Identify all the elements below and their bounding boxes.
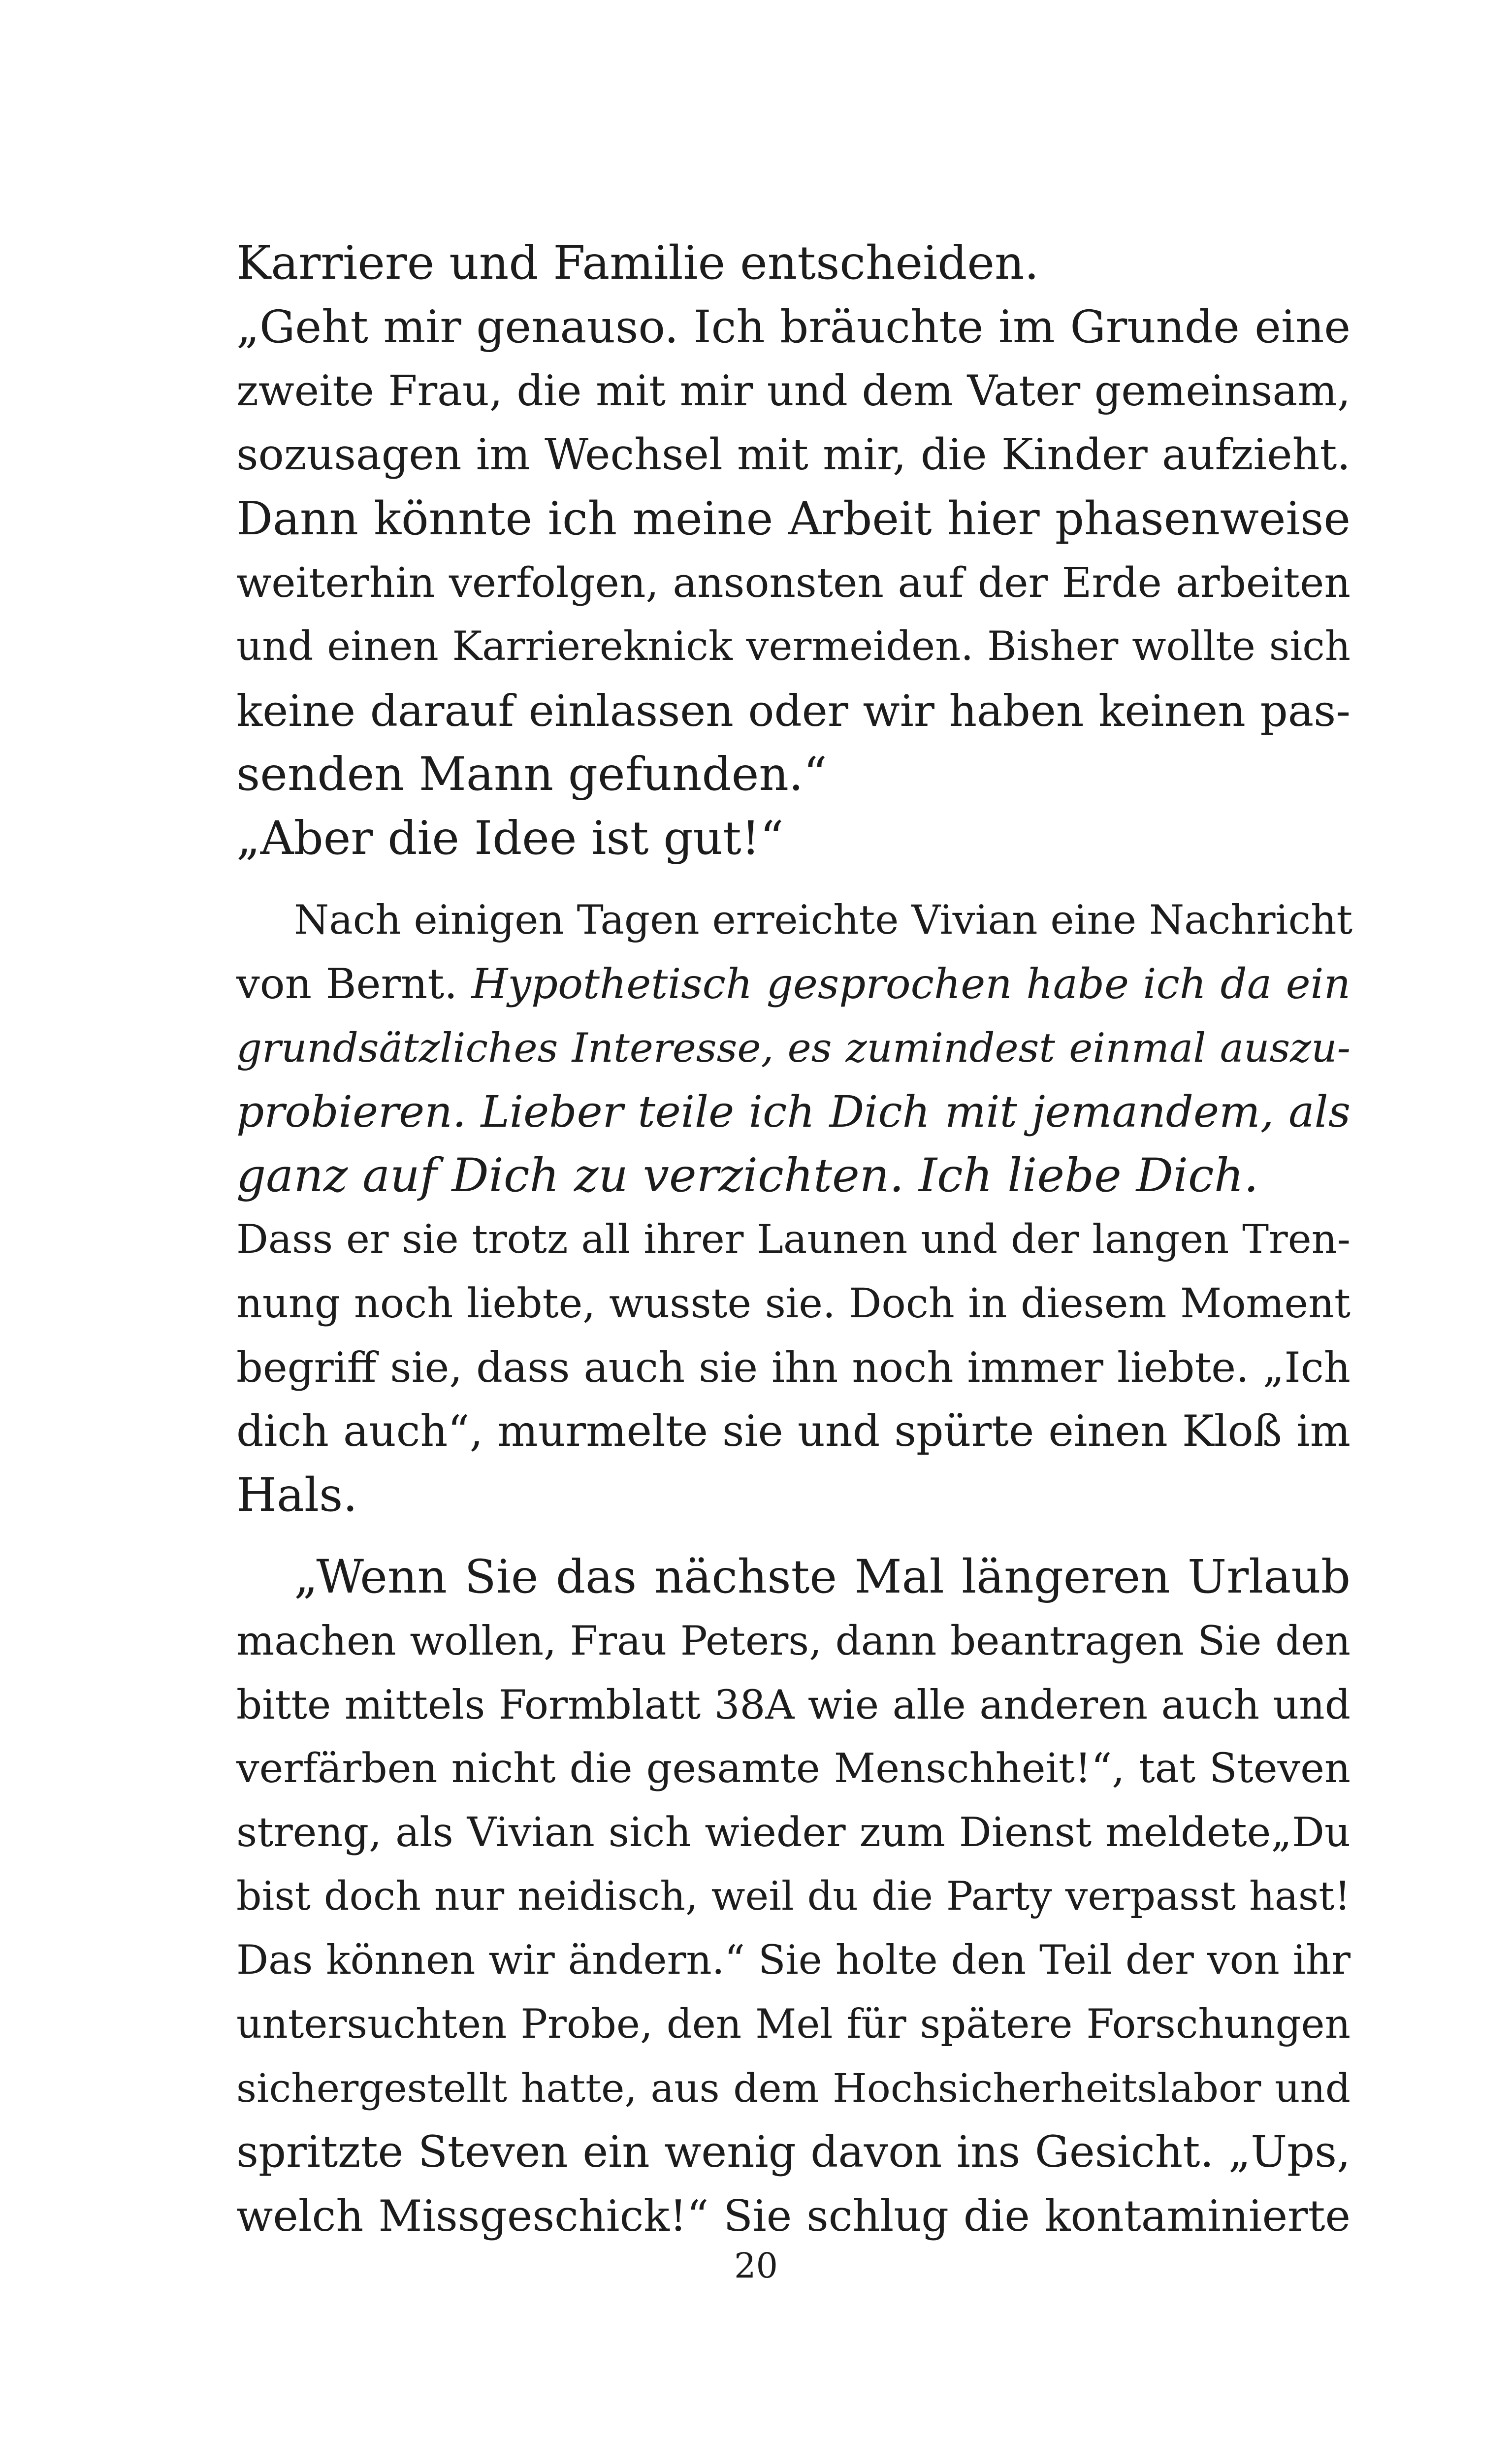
text-line: keine darauf einlassen oder wir haben keinen pas- xyxy=(236,685,1351,736)
text-line: Dann könnte ich meine Arbeit hier phasenweise xyxy=(236,492,1351,546)
paragraph-3 xyxy=(236,1545,1351,2248)
text-line: Hals. xyxy=(236,1468,358,1523)
text-line: „Geht mir genauso. Ich bräuchte im Grunde eine xyxy=(236,301,1351,353)
text-line: Das können wir ändern.“ Sie holte den Teil der von ihr xyxy=(236,1937,1351,1984)
text-line: bitte mittels Formblatt 38A wie alle anderen auch und xyxy=(236,1681,1351,1728)
text-line: dich auch“, murmelte sie und spürte einen Kloß im xyxy=(236,1406,1351,1457)
text-line xyxy=(236,952,1351,1016)
paragraph-2 xyxy=(236,888,1351,1528)
italic-message-text: grundsätzliches Interesse, es zumindest einmal auszu- xyxy=(236,1024,1351,1072)
text-line: „Aber die Idee ist gut!“ xyxy=(236,812,784,866)
text-line: Dass er sie trotz all ihrer Launen und der langen Tren- xyxy=(236,1216,1351,1263)
text-line: sichergestellt hatte, aus dem Hochsicherheitslabor und xyxy=(236,2065,1351,2112)
paragraph-1 xyxy=(236,231,1351,871)
text-line: welch Missgeschick!“ Sie schlug die kontaminierte xyxy=(236,2190,1351,2241)
text-line: bist doch nur neidisch, weil du die Party verpasst hast! xyxy=(236,1873,1351,1920)
text-line: weiterhin verfolgen, ansonsten auf der Erde arbeiten xyxy=(236,558,1351,607)
page-body xyxy=(236,231,1351,2248)
text-line: nung noch liebte, wusste sie. Doch in diesem Moment xyxy=(236,1280,1351,1327)
text-line: zweite Frau, die mit mir und dem Vater gemeinsam, xyxy=(236,366,1351,416)
text-line: streng, als Vivian sich wieder zum Dienst meldete„Du xyxy=(236,1809,1351,1857)
italic-message-text: ganz auf Dich zu verzichten. Ich liebe Dich. xyxy=(236,1149,1259,1203)
text-line: sozusagen im Wechsel mit mir, die Kinder aufzieht. xyxy=(236,430,1351,480)
italic-message-text: Hypothetisch gesprochen habe ich da ein xyxy=(471,959,1351,1008)
text-line: „Wenn Sie das nächste Mal längeren Urlaub xyxy=(294,1550,1351,1604)
text-line: Nach einigen Tagen erreichte Vivian eine Nachricht xyxy=(294,896,1353,944)
text-line: senden Mann gefunden.“ xyxy=(236,748,827,802)
text-line: verfärben nicht die gesamte Menschheit!“, tat Steven xyxy=(236,1745,1351,1792)
text-line: begriff sie, dass auch sie ihn noch immer liebte. „Ich xyxy=(236,1343,1351,1392)
text-line: spritzte Steven ein wenig davon ins Gesicht. „Ups, xyxy=(236,2127,1351,2178)
italic-message-text: probieren. Lieber teile ich Dich mit jemandem, als xyxy=(236,1086,1351,1138)
text-line: machen wollen, Frau Peters, dann beantragen Sie den xyxy=(236,1617,1351,1664)
page-number: 20 xyxy=(734,2246,778,2286)
text-line: untersuchten Probe, den Mel für spätere Forschungen xyxy=(236,2001,1351,2048)
text-span: von Bernt. xyxy=(236,959,472,1008)
text-line: Karriere und Familie entscheiden. xyxy=(236,236,1039,290)
text-line: und einen Karriereknick vermeiden. Bisher wollte sich xyxy=(236,623,1351,670)
